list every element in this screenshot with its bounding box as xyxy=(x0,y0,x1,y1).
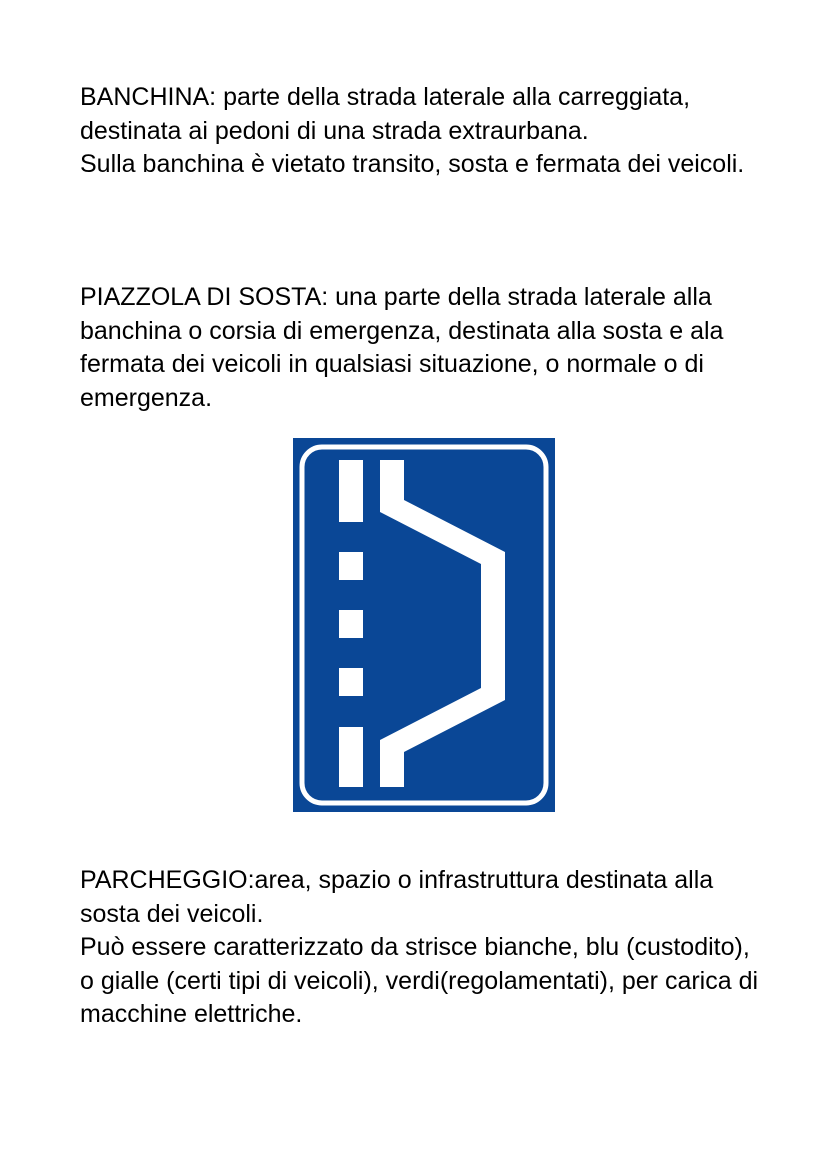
lane-dash-1 xyxy=(339,552,363,580)
banchina-definition: BANCHINA: parte della strada laterale alla carreggiata, destinata ai pedoni di una strada extraurbana. xyxy=(80,83,691,145)
parcheggio-section xyxy=(80,864,760,1032)
lane-dash-3 xyxy=(339,668,363,696)
banchina-rule: Sulla banchina è vietato transito, sosta e fermata dei veicoli. xyxy=(80,150,745,178)
lane-line-bottom xyxy=(339,727,363,787)
sign-background xyxy=(293,438,555,812)
parcheggio-detail: Può essere caratterizzato da strisce bianche, blu (custodito), o gialle (certi tipi di veicoli), verdi(regolamentati), per carica di macchine elettriche. xyxy=(80,933,759,1028)
banchina-section xyxy=(80,81,760,182)
lane-line-top xyxy=(339,460,363,522)
lay-by-sign-icon xyxy=(293,438,555,812)
piazzola-definition: PIAZZOLA DI SOSTA: una parte della strada laterale alla banchina o corsia di emergenza, destinata alla sosta e ala fermata dei veicoli in qualsiasi situazione, o normale o di emergenza. xyxy=(80,283,724,412)
lane-dash-2 xyxy=(339,610,363,638)
parcheggio-definition: PARCHEGGIO:area, spazio o infrastruttura destinata alla sosta dei veicoli. xyxy=(80,866,714,928)
piazzola-section xyxy=(80,281,760,415)
